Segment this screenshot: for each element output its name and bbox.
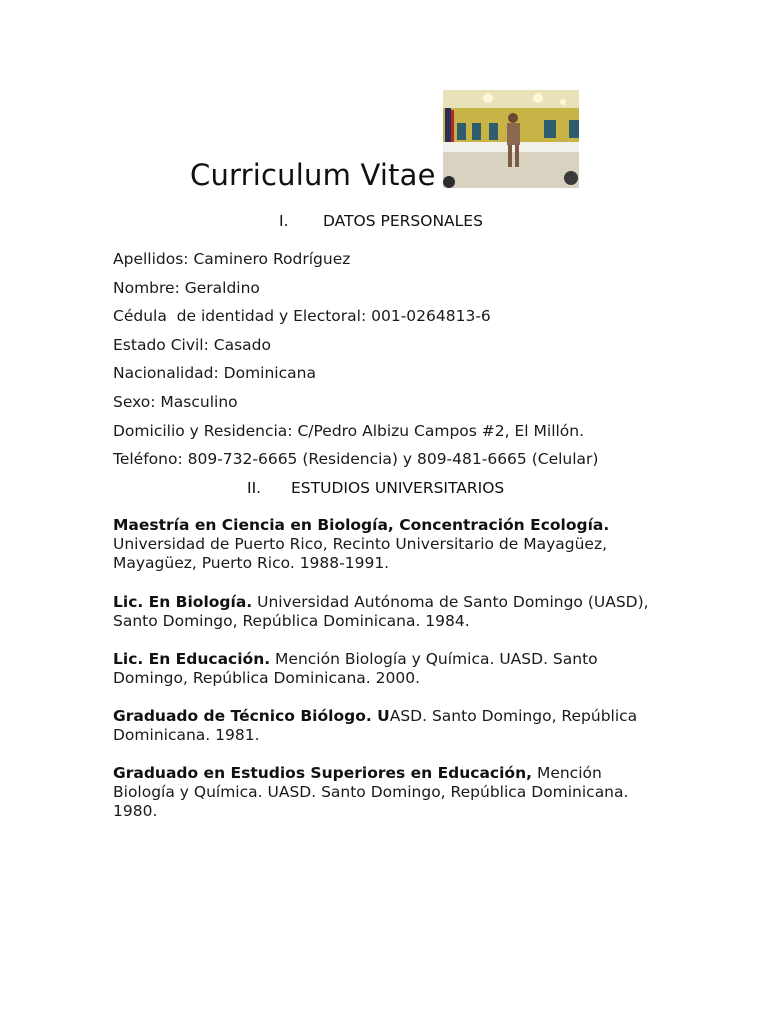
speaker-photo	[443, 90, 579, 188]
personal-phone: Teléfono: 809-732-6665 (Residencia) y 809-481-6665 (Celular)	[113, 450, 599, 468]
degree-details: Universidad de Puerto Rico, Recinto Universitario de Mayagüez, Mayagüez, Puerto Rico. 1988-1991.	[113, 535, 608, 572]
section-number: I.	[279, 212, 289, 230]
personal-nationality: Nacionalidad: Dominicana	[113, 364, 316, 382]
personal-id: Cédula de identidad y Electoral: 001-0264813-6	[113, 307, 491, 325]
degree-title: Graduado en Estudios Superiores en Educación,	[113, 764, 533, 782]
speaker-photo-image	[443, 90, 579, 188]
education-entry	[113, 593, 653, 631]
personal-civil-status: Estado Civil: Casado	[113, 336, 271, 354]
degree-title: Maestría en Ciencia en Biología, Concentración Ecología.	[113, 516, 610, 534]
degree-title: Graduado de Técnico Biólogo. U	[113, 707, 390, 725]
degree-details: ASD. Santo Domingo, República Dominicana. 1981.	[113, 707, 638, 744]
degree-details: Mención Biología y Química. UASD. Santo Domingo, República Dominicana. 2000.	[113, 650, 598, 687]
section-title: ESTUDIOS UNIVERSITARIOS	[291, 479, 505, 497]
degree-details: Mención Biología y Química. UASD. Santo Domingo, República Dominicana. 1980.	[113, 764, 629, 820]
education-entry	[113, 764, 653, 821]
education-entry	[113, 516, 653, 573]
section-title: DATOS PERSONALES	[323, 212, 483, 230]
education-entry	[113, 650, 653, 688]
personal-address: Domicilio y Residencia: C/Pedro Albizu Campos #2, El Millón.	[113, 422, 585, 440]
personal-surname: Apellidos: Caminero Rodríguez	[113, 250, 351, 268]
degree-details: Universidad Autónoma de Santo Domingo (UASD), Santo Domingo, República Dominicana. 1984.	[113, 593, 649, 630]
degree-title: Lic. En Biología.	[113, 593, 253, 611]
education-entry	[113, 707, 653, 745]
personal-name: Nombre: Geraldino	[113, 279, 260, 297]
section-number: II.	[247, 479, 262, 497]
personal-sex: Sexo: Masculino	[113, 393, 238, 411]
page-title: Curriculum Vitae	[190, 158, 436, 192]
degree-title: Lic. En Educación.	[113, 650, 271, 668]
section-heading-personal-data	[279, 212, 483, 230]
section-heading-university-studies	[247, 479, 504, 497]
